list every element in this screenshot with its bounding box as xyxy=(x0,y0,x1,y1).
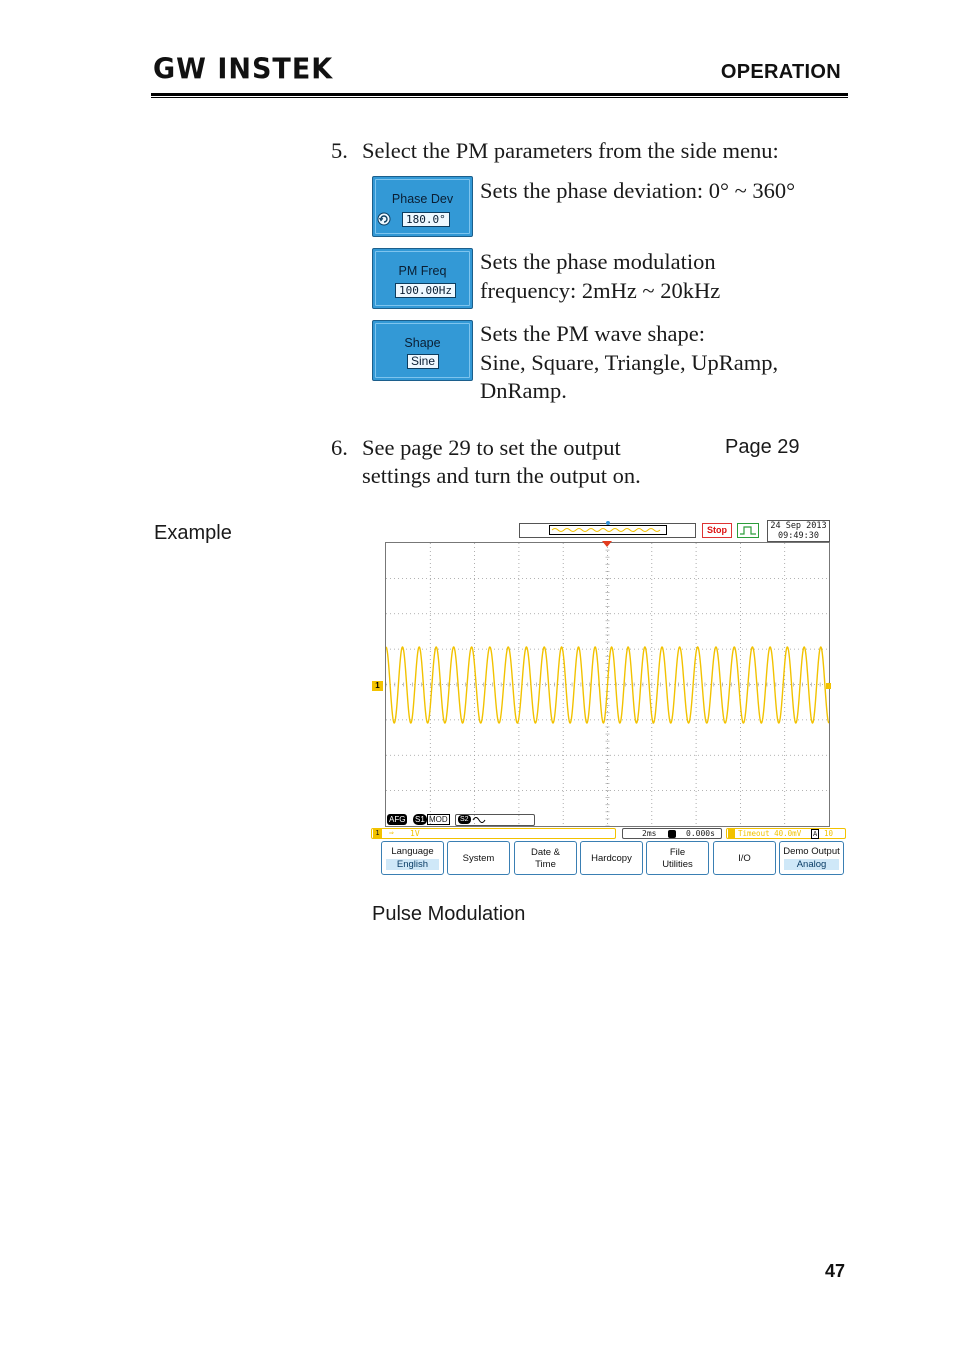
rotate-knob-icon xyxy=(377,212,391,226)
system-key[interactable] xyxy=(447,841,510,875)
trigger-type-badge xyxy=(737,523,759,538)
timebase-value: 2ms xyxy=(642,829,657,838)
mod-badge: MOD xyxy=(429,815,448,824)
acq-mode: A xyxy=(813,830,818,838)
s1-badge: S1 xyxy=(415,815,425,824)
io-key-label: I/O xyxy=(738,853,751,864)
trigger-value: Timeout 40.0mV xyxy=(738,829,802,838)
memory-window xyxy=(549,525,667,535)
hardcopy-key[interactable] xyxy=(580,841,643,875)
s2-badge: S2 xyxy=(460,816,469,823)
scope-time: 09:49:30 xyxy=(778,530,819,541)
step-6-number: 6. xyxy=(331,435,348,460)
shape-desc-line-3: DnRamp. xyxy=(480,378,567,403)
pm-freq-softkey[interactable] xyxy=(372,248,473,309)
header-rule xyxy=(151,93,848,96)
demo-output-key-value: Analog xyxy=(784,859,839,870)
afg-badge: AFG xyxy=(389,815,406,824)
phase-dev-description xyxy=(480,177,795,206)
date-time-key-line1: Date & xyxy=(530,847,561,858)
language-key[interactable] xyxy=(381,841,444,875)
scope-display xyxy=(385,542,830,827)
scope-waveform-area xyxy=(386,543,829,826)
file-utilities-key-line1: File xyxy=(669,847,686,858)
language-key-label: Language xyxy=(391,846,434,857)
step-6-line-1: See page 29 to set the output xyxy=(362,435,621,460)
channel-1-marker: 1 xyxy=(372,681,383,691)
io-key[interactable] xyxy=(713,841,776,875)
example-label: Example xyxy=(154,522,232,544)
date-time-display xyxy=(767,520,830,542)
shape-desc-line-1: Sets the PM wave shape: xyxy=(480,321,705,346)
step-5-text: Select the PM parameters from the side menu: xyxy=(362,138,779,163)
step-6-line-2: settings and turn the output on. xyxy=(362,463,641,488)
coupling-icon: ⇒ xyxy=(389,828,394,837)
phase-dev-softkey[interactable] xyxy=(372,176,473,237)
run-stop-status: Stop xyxy=(702,523,732,538)
memory-wave-icon xyxy=(550,526,666,534)
scope-info-row xyxy=(371,828,846,840)
phase-dev-label: Phase Dev xyxy=(391,192,454,206)
sine-wave-icon xyxy=(472,815,486,824)
date-time-key[interactable] xyxy=(514,841,577,875)
pulse-icon xyxy=(738,524,758,537)
shape-description xyxy=(480,320,778,406)
page-reference-link[interactable]: Page 29 xyxy=(725,436,800,458)
demo-output-key-label: Demo Output xyxy=(783,846,840,857)
trigger-source-icon xyxy=(728,829,735,838)
trigger-info xyxy=(726,828,846,839)
phase-dev-value: 180.0° xyxy=(402,212,450,227)
page-number: 47 xyxy=(824,1261,845,1281)
pm-freq-desc-line-1: Sets the phase modulation xyxy=(480,249,716,274)
demo-output-key[interactable] xyxy=(779,841,844,875)
afg-status-strip xyxy=(385,814,535,826)
step-5-number: 5. xyxy=(331,138,348,163)
memory-position-marker xyxy=(606,521,610,525)
pm-freq-desc-line-2: frequency: 2mHz ~ 20kHz xyxy=(480,277,721,303)
shape-desc-line-2: Sine, Square, Triangle, UpRamp, xyxy=(480,349,779,375)
ch1-scale: 1V xyxy=(410,829,420,838)
timebase-info xyxy=(622,828,722,839)
shape-label: Shape xyxy=(404,336,441,350)
file-utilities-key[interactable] xyxy=(646,841,709,875)
position-value: 0.000s xyxy=(686,829,715,838)
phase-dev-desc-line: Sets the phase deviation: 0° ~ 360° xyxy=(480,178,796,203)
date-time-key-line2: Time xyxy=(535,859,556,870)
shape-softkey[interactable] xyxy=(372,320,473,381)
pm-freq-value: 100.00Hz xyxy=(395,283,456,298)
trigger-level-marker xyxy=(826,683,831,689)
hardcopy-key-label: Hardcopy xyxy=(591,853,632,864)
pm-freq-label: PM Freq xyxy=(398,264,447,278)
language-key-value: English xyxy=(386,859,439,870)
gw-instek-logo: GW INSTEK xyxy=(153,53,334,86)
acq-count: 10 xyxy=(824,829,834,838)
pm-freq-description xyxy=(480,248,720,305)
trigger-position-marker xyxy=(602,541,612,548)
channel-1-info xyxy=(371,828,616,839)
shape-value: Sine xyxy=(407,354,439,369)
ch1-info-badge: 1 xyxy=(373,829,382,838)
position-icon xyxy=(668,830,676,838)
step-6-text xyxy=(362,434,641,490)
system-key-label: System xyxy=(462,853,495,864)
scope-date: 24 Sep 2013 xyxy=(770,521,827,531)
section-title: OPERATION xyxy=(720,61,841,83)
file-utilities-key-line2: Utilities xyxy=(662,859,693,870)
figure-caption: Pulse Modulation xyxy=(372,903,526,925)
header-rule-thin xyxy=(151,97,848,98)
